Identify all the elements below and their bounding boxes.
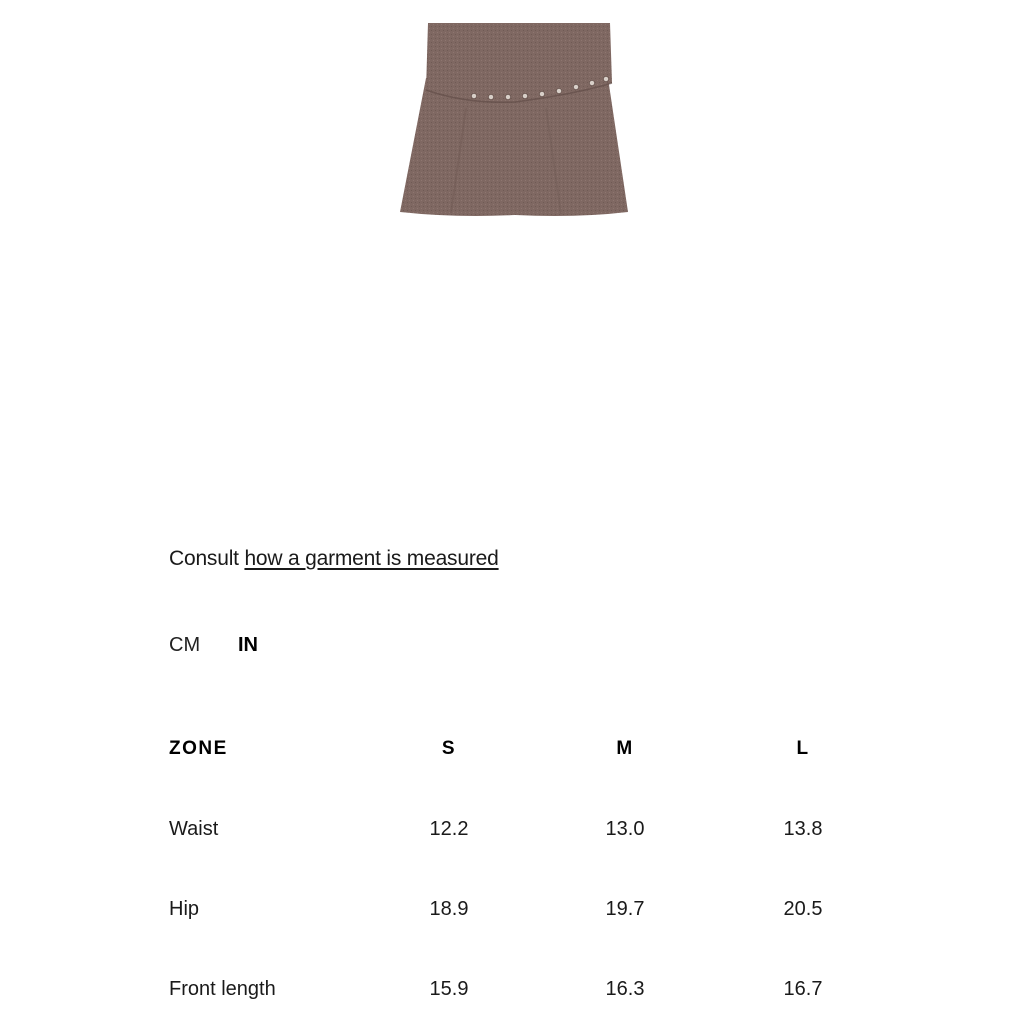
table-row [169, 978, 869, 1008]
unit-in-button[interactable]: IN [238, 634, 258, 656]
table-row [169, 818, 869, 848]
zone-label: Front length [169, 978, 276, 1000]
value-m: 13.0 [605, 818, 645, 840]
measurement-guide-text [169, 547, 499, 571]
header-zone: ZONE [169, 738, 228, 759]
skirt-illustration [396, 18, 634, 218]
product-image [396, 18, 634, 218]
value-s: 18.9 [429, 898, 469, 920]
value-l: 13.8 [783, 818, 823, 840]
value-l: 16.7 [783, 978, 823, 1000]
value-s: 15.9 [429, 978, 469, 1000]
header-size-s: S [441, 738, 457, 759]
zone-label: Hip [169, 898, 200, 920]
consult-prefix: Consult [169, 547, 245, 570]
table-row [169, 898, 869, 928]
how-garment-measured-link[interactable]: how a garment is measured [244, 547, 499, 570]
value-m: 19.7 [605, 898, 645, 920]
zone-label: Waist [169, 818, 219, 840]
value-s: 12.2 [429, 818, 469, 840]
unit-cm-button[interactable]: CM [169, 634, 201, 656]
header-size-l: L [796, 738, 810, 759]
value-l: 20.5 [783, 898, 823, 920]
header-size-m: M [616, 738, 634, 759]
table-header-row [169, 738, 869, 768]
value-m: 16.3 [605, 978, 645, 1000]
